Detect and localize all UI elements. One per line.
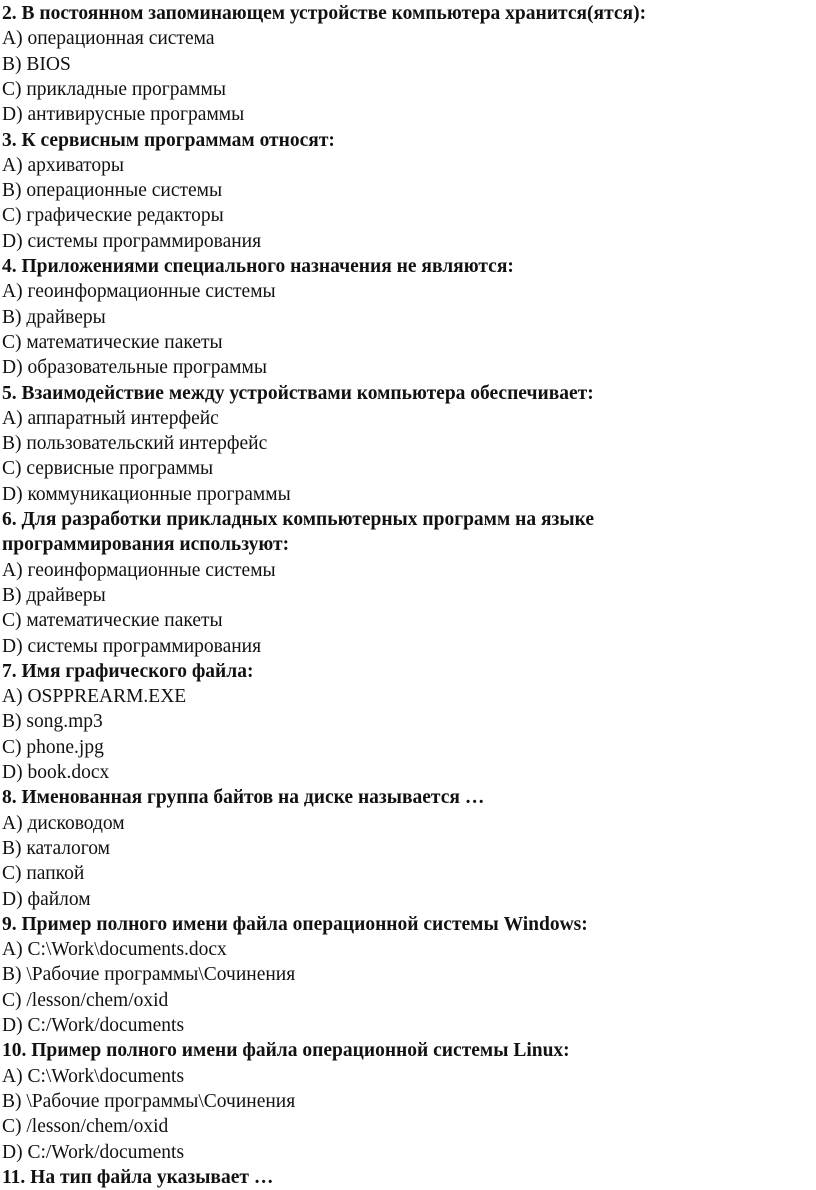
question-text: 4. Приложениями специального назначения не являются: — [2, 256, 514, 277]
answer-option: C) графические редакторы — [2, 205, 224, 227]
answer-option: D) C:/Work/documents — [2, 1015, 185, 1036]
answer-option: D) образовательные программы — [2, 357, 267, 379]
answer-option: D) коммуникационные программы — [2, 483, 291, 505]
question-text: 5. Взаимодействие между устройствами компьютера обеспечивает: — [2, 382, 594, 404]
answer-option: A) дисководом — [2, 812, 125, 834]
answer-option: D) C:/Work/documents — [2, 1141, 185, 1163]
answer-option: A) геоинформационные системы — [2, 559, 276, 581]
answer-option: A) операционная система — [2, 28, 215, 50]
question-text: 11. На тип файла указывает … — [2, 1166, 274, 1188]
answer-option: A) геоинформационные системы — [2, 281, 276, 303]
question-text: 10. Пример полного имени файла операционной системы Linux: — [2, 1040, 570, 1062]
answer-option: A) архиваторы — [2, 154, 125, 176]
answer-option: B) BIOS — [2, 53, 71, 75]
answer-option: C) папкой — [2, 863, 85, 885]
answer-option: D) book.docx — [2, 762, 110, 783]
question-text: 3. К сервисным программам относят: — [2, 129, 335, 151]
question-text: 9. Пример полного имени файла операционной системы Windows: — [2, 913, 588, 935]
answer-option: C) /lesson/chem/oxid — [2, 989, 169, 1011]
answer-option: B) драйверы — [2, 584, 106, 606]
answer-option: B) \Рабочие программы\Сочинения — [2, 964, 296, 986]
answer-option: B) каталогом — [2, 837, 111, 859]
answer-option: D) файлом — [2, 888, 91, 910]
question-text: 7. Имя графического файла: — [2, 660, 254, 682]
answer-option: B) операционные системы — [2, 180, 223, 202]
answer-option: B) song.mp3 — [2, 711, 103, 733]
answer-option: D) системы программирования — [2, 635, 262, 657]
answer-option: C) математические пакеты — [2, 331, 223, 353]
answer-option: D) системы программирования — [2, 230, 262, 252]
answer-option: A) аппаратный интерфейс — [2, 407, 219, 429]
answer-option: C) сервисные программы — [2, 458, 214, 480]
answer-option: B) пользовательский интерфейс — [2, 433, 268, 455]
answer-option: C) математические пакеты — [2, 610, 223, 632]
answer-option: B) драйверы — [2, 306, 106, 328]
question-text: 2. В постоянном запоминающем устройстве компьютера хранится(ятся): — [2, 3, 647, 24]
answer-option: C) /lesson/chem/oxid — [2, 1116, 169, 1138]
question-text: 8. Именованная группа байтов на диске называется … — [2, 787, 485, 809]
answer-option: A) C:\Work\documents.docx — [2, 939, 227, 961]
question-text: программирования используют: — [2, 534, 290, 556]
answer-option: A) OSPPREARM.EXE — [2, 686, 187, 708]
answer-option: A) C:\Work\documents — [2, 1065, 185, 1087]
answer-option: C) phone.jpg — [2, 736, 104, 758]
question-text: 6. Для разработки прикладных компьютерных программ на языке — [2, 509, 594, 530]
answer-option: C) прикладные программы — [2, 78, 226, 100]
answer-option: D) антивирусные программы — [2, 104, 245, 126]
answer-option: B) \Рабочие программы\Сочинения — [2, 1090, 296, 1112]
